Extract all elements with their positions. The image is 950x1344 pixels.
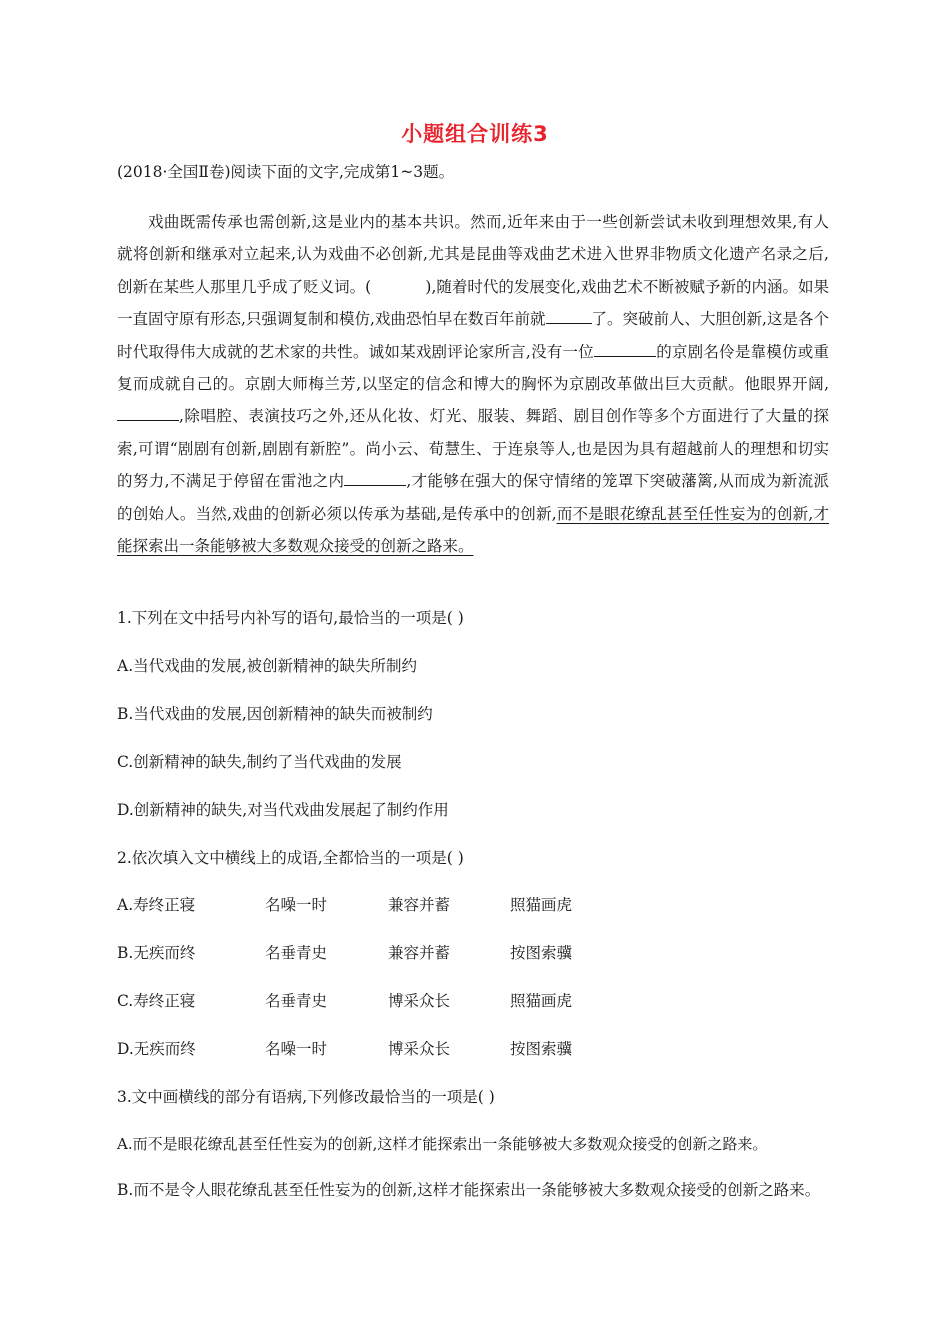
question-1-option-a: A.当代戏曲的发展,被创新精神的缺失所制约 [117,657,418,675]
passage-part-5: ,除唱腔、表演技巧之外,还从化妆、灯光、服装、舞蹈、剧目创作等多个方面进行了大量的探索,可谓“剧剧有创新,剧剧有新腔”。尚小云、荀慧生、于连泉等人,也是因为具有超越前人的理想和切实的努力,不满足于停留在雷池之内 [117,407,829,491]
passage-part-3: 了。突破前人、大胆创新,这是各个时代取得伟大成就的艺术家的共性。诚如某戏剧评论家所言,没有一位 [117,310,830,361]
question-intro: (2018·全国Ⅱ卷)阅读下面的文字,完成第1~3题。 [117,163,455,181]
option-c-idiom-3: 博采众长 [388,992,451,1010]
option-a-idiom-3: 兼容并蓄 [388,896,451,914]
question-1-option-d: D.创新精神的缺失,对当代戏曲发展起了制约作用 [117,801,449,819]
question-3-stem: 3.文中画横线的部分有语病,下列修改最恰当的一项是( ) [117,1088,495,1106]
option-c-idiom-1: C.寿终正寝 [117,992,196,1010]
option-b-idiom-3: 兼容并蓄 [388,944,451,962]
option-a-idiom-2: 名噪一时 [265,896,328,914]
page-title: 小题组合训练3 [401,122,549,146]
reading-passage [117,206,829,562]
passage-part-1: 戏曲既需传承也需创新,这是业内的基本共识。然而,近年来由于一些创新尝试未收到理想效果,有人就将创新和继承对立起来,认为戏曲不必创新,尤其是昆曲等戏曲艺术进入世界非物质文化遗产名录之后,创新在某些人那里几乎成了贬义词。( [117,213,829,296]
blank-1 [546,308,592,324]
question-1-stem: 1.下列在文中括号内补写的语句,最恰当的一项是( ) [117,609,464,627]
question-2-option-c [117,989,829,1009]
option-b-idiom-1: B.无疾而终 [117,944,196,962]
blank-3 [117,405,179,421]
option-a-idiom-4: 照猫画虎 [510,896,573,914]
question-2-option-a [117,893,829,913]
passage-part-4: 的京剧名伶是靠模仿或重复而成就自己的。京剧大师梅兰芳,以坚定的信念和博大的胸怀为京剧改革做出巨大贡献。他眼界开阔, [117,342,829,394]
passage-part-6: ,才能够在强大的保守情绪的笼罩下突破藩篱,从而成为新流派的创始人。当然,戏曲的创新必须以传承为基础,是传承中的创新, [117,472,829,523]
underlined-sentence: 而不是眼花缭乱甚至任性妄为的创新,才能探索出一条能够被大多数观众接受的创新之路来。 [117,504,829,556]
question-2-option-d [117,1037,829,1057]
question-2-option-b [117,941,829,961]
option-b-idiom-4: 按图索骥 [510,944,573,962]
option-c-idiom-2: 名垂青史 [265,992,328,1010]
option-d-idiom-2: 名噪一时 [265,1040,328,1058]
option-c-idiom-4: 照猫画虎 [510,992,573,1010]
option-d-idiom-1: D.无疾而终 [117,1040,196,1058]
question-2-stem: 2.依次填入文中横线上的成语,全都恰当的一项是( ) [117,849,464,867]
option-d-idiom-3: 博采众长 [388,1040,451,1058]
passage-part-2: ),随着时代的发展变化,戏曲艺术不断被赋予新的内涵。如果一直固守原有形态,只强调复制和模仿,戏曲恐怕早在数百年前就 [117,277,829,329]
blank-4 [344,470,406,486]
blank-2 [594,341,656,357]
question-3-option-b: B.而不是令人眼花缭乱甚至任性妄为的创新,这样才能探索出一条能够被大多数观众接受的创新之路来。 [117,1181,821,1199]
question-1-option-b: B.当代戏曲的发展,因创新精神的缺失而被制约 [117,705,433,723]
option-a-idiom-1: A.寿终正寝 [117,896,196,914]
question-1-option-c: C.创新精神的缺失,制约了当代戏曲的发展 [117,753,402,771]
question-3-option-a: A.而不是眼花缭乱甚至任性妄为的创新,这样才能探索出一条能够被大多数观众接受的创新之路来。 [117,1135,768,1153]
option-d-idiom-4: 按图索骥 [510,1040,573,1058]
option-b-idiom-2: 名垂青史 [265,944,328,962]
